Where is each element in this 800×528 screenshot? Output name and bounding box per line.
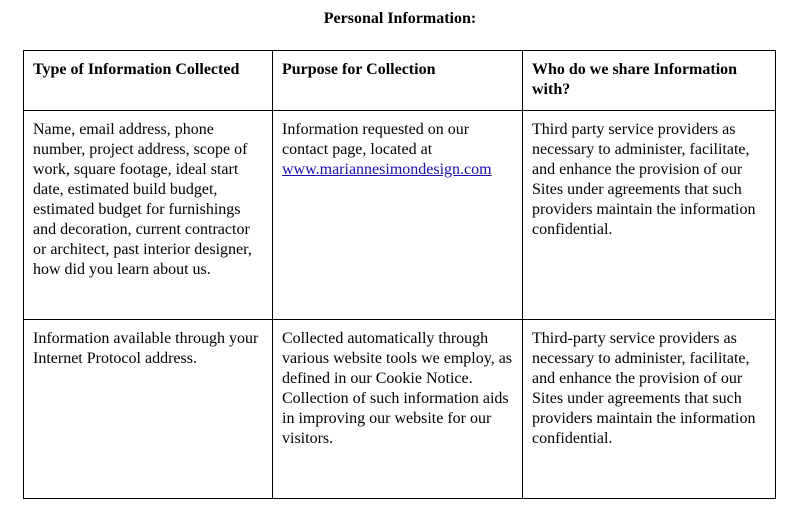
header-type-of-information: Type of Information Collected	[24, 51, 273, 111]
cell-share: Third party service providers as necessary to administer, facilitate, and enhance the provision of our Sites under agreements that such providers maintain the information confidential.	[523, 111, 776, 320]
cell-type: Information available through your Internet Protocol address.	[24, 320, 273, 499]
cell-share: Third-party service providers as necessary to administer, facilitate, and enhance the provision of our Sites under agreements that such providers maintain the information confidential.	[523, 320, 776, 499]
header-purpose-for-collection: Purpose for Collection	[273, 51, 523, 111]
header-who-we-share-with: Who do we share Information with?	[523, 51, 776, 111]
cell-purpose-text: Information requested on our contact page, located at	[282, 121, 470, 158]
website-link[interactable]: www.mariannesimondesign.com	[282, 161, 492, 178]
table-header-row	[24, 51, 776, 111]
page-title: Personal Information:	[323, 10, 477, 27]
table-row	[24, 111, 776, 320]
personal-information-table	[23, 50, 776, 499]
cell-type: Name, email address, phone number, project address, scope of work, square footage, ideal start date, estimated build budget, estimated budget for furnishings and decoration, current contractor or architect, past interior designer, how did you learn about us.	[24, 111, 273, 320]
table-row	[24, 320, 776, 499]
cell-purpose: Collected automatically through various website tools we employ, as defined in our Cookie Notice. Collection of such information aids in improving our website for our visitors.	[273, 320, 523, 499]
cell-purpose	[273, 111, 523, 320]
